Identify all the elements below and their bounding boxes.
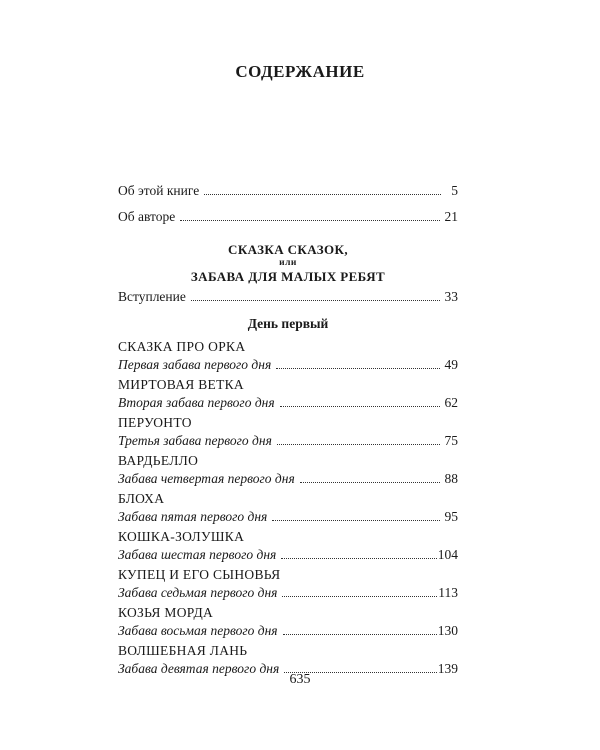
tale-page: 139 xyxy=(437,661,458,676)
toc-entry-intro[interactable] xyxy=(118,288,458,306)
tale-entry[interactable] xyxy=(118,414,458,452)
tale-subtitle: Вторая забава первого дня xyxy=(118,395,275,410)
tale-subtitle-row xyxy=(118,508,458,526)
tale-subtitle-row xyxy=(118,546,458,564)
tale-entry[interactable] xyxy=(118,376,458,414)
tale-entry[interactable] xyxy=(118,528,458,566)
toc-entry[interactable] xyxy=(118,208,458,226)
tale-page: 88 xyxy=(444,471,458,486)
tale-subtitle: Забава четвертая первого дня xyxy=(118,471,295,486)
dot-leader xyxy=(276,368,439,369)
tale-title: МИРТОВАЯ ВЕТКА xyxy=(118,377,244,392)
tale-subtitle: Забава восьмая первого дня xyxy=(118,623,278,638)
tale-title: ПЕРУОНТО xyxy=(118,415,192,430)
section-title-line2: ЗАБАВА ДЛЯ МАЛЫХ РЕБЯТ xyxy=(190,269,386,284)
tale-subtitle: Первая забава первого дня xyxy=(118,357,272,372)
dot-leader xyxy=(191,300,440,301)
front-entries xyxy=(118,182,458,226)
day-heading-wrap xyxy=(118,316,458,332)
tale-subtitle-row xyxy=(118,432,458,450)
intro-entry-wrap xyxy=(118,288,458,306)
tales-list xyxy=(118,338,458,680)
dot-leader xyxy=(272,520,439,521)
tale-title: КОШКА-ЗОЛУШКА xyxy=(118,529,245,544)
tale-title: КОЗЬЯ МОРДА xyxy=(118,605,214,620)
tale-title: КУПЕЦ И ЕГО СЫНОВЬЯ xyxy=(118,567,281,582)
page-number: 635 xyxy=(289,672,311,687)
page-title: СОДЕРЖАНИЕ xyxy=(235,62,365,81)
tale-subtitle: Забава седьмая первого дня xyxy=(118,585,278,600)
dot-leader xyxy=(283,634,437,635)
dot-leader xyxy=(282,596,437,597)
section-title-or: или xyxy=(279,258,297,268)
tale-page: 62 xyxy=(444,395,458,410)
dot-leader xyxy=(280,406,440,407)
section-title-line1: СКАЗКА СКАЗОК, xyxy=(228,242,348,257)
tale-page: 95 xyxy=(444,509,458,524)
toc-entry[interactable] xyxy=(118,182,458,200)
tale-subtitle: Забава пятая первого дня xyxy=(118,509,268,524)
tale-entry[interactable] xyxy=(118,604,458,642)
tale-page: 75 xyxy=(444,433,458,448)
dot-leader xyxy=(300,482,440,483)
entry-label: Об этой книге xyxy=(118,183,200,198)
tale-title: ВАРДЬЕЛЛО xyxy=(118,453,199,468)
dot-leader xyxy=(281,558,436,559)
tale-title: БЛОХА xyxy=(118,491,165,506)
tale-subtitle-row xyxy=(118,584,458,602)
entry-page: 5 xyxy=(451,183,458,198)
entry-label: Об авторе xyxy=(118,209,176,224)
tale-entry[interactable] xyxy=(118,452,458,490)
tale-entry[interactable] xyxy=(118,566,458,604)
dot-leader xyxy=(204,194,441,195)
tale-title: СКАЗКА ПРО ОРКА xyxy=(118,339,246,354)
tale-page: 104 xyxy=(437,547,458,562)
day-heading: День первый xyxy=(247,316,329,331)
section-heading xyxy=(118,242,458,285)
tale-entry[interactable] xyxy=(118,338,458,376)
tale-page: 49 xyxy=(444,357,458,372)
tale-subtitle: Забава шестая первого дня xyxy=(118,547,277,562)
tale-subtitle-row xyxy=(118,622,458,640)
tale-subtitle-row xyxy=(118,470,458,488)
tale-subtitle: Забава девятая первого дня xyxy=(118,661,280,676)
dot-leader xyxy=(277,444,440,445)
tale-subtitle-row xyxy=(118,394,458,412)
tale-entry[interactable] xyxy=(118,490,458,528)
tale-title: ВОЛШЕБНАЯ ЛАНЬ xyxy=(118,643,248,658)
entry-page: 21 xyxy=(444,209,458,224)
tale-subtitle-row xyxy=(118,356,458,374)
dot-leader xyxy=(180,220,439,221)
entry-page: 33 xyxy=(444,289,458,304)
entry-label: Вступление xyxy=(118,289,186,304)
tale-page: 113 xyxy=(438,585,458,600)
tale-subtitle: Третья забава первого дня xyxy=(118,433,272,448)
tale-page: 130 xyxy=(437,623,458,638)
